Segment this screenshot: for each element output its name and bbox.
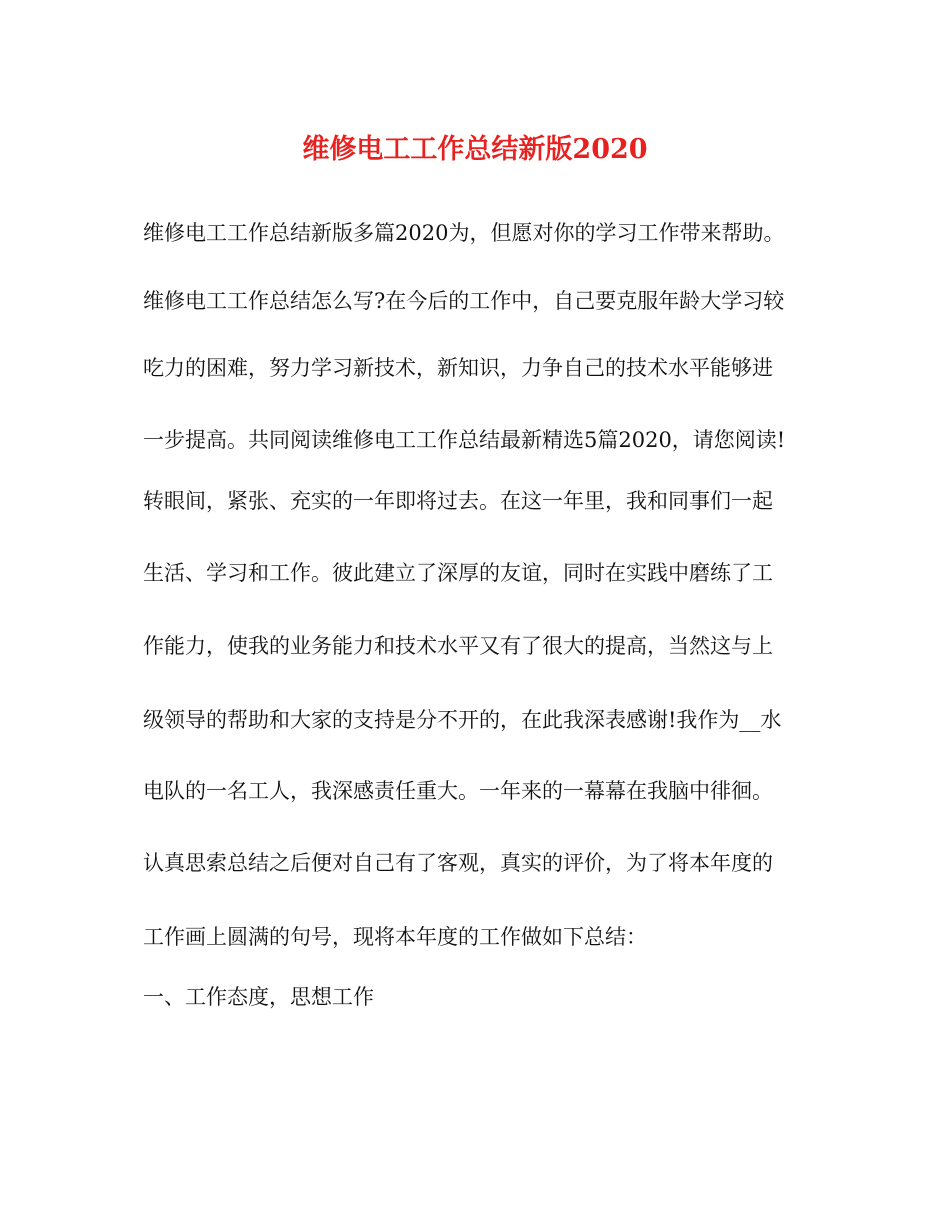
paragraph-line: 生活、学习和工作。彼此建立了深厚的友谊，同时在实践中磨练了工 bbox=[143, 561, 773, 585]
paragraph-line: 工作画上圆满的句号，现将本年度的工作做如下总结： bbox=[143, 925, 647, 949]
paragraph-line: 级领导的帮助和大家的支持是分不开的，在此我深表感谢!我作为__水 bbox=[143, 708, 782, 732]
paragraph-line: 维修电工工作总结怎么写?在今后的工作中，自己要克服年龄大学习较 bbox=[143, 289, 785, 313]
document-title: 维修电工工作总结新版2020 bbox=[302, 134, 648, 165]
paragraph-line: 转眼间，紧张、充实的一年即将过去。在这一年里，我和同事们一起 bbox=[143, 489, 773, 513]
paragraph-line: 作能力，使我的业务能力和技术水平又有了很大的提高，当然这与上 bbox=[143, 634, 773, 658]
paragraph-line: 电队的一名工人，我深感责任重大。一年来的一幕幕在我脑中徘徊。 bbox=[143, 779, 773, 803]
paragraph-line: 吃力的困难，努力学习新技术，新知识，力争自己的技术水平能够进 bbox=[143, 356, 773, 380]
paragraph-line: 维修电工工作总结新版多篇2020为，但愿对你的学习工作带来帮助。 bbox=[143, 221, 785, 245]
paragraph-line: 一步提高。共同阅读维修电工工作总结最新精选5篇2020，请您阅读! bbox=[143, 428, 786, 452]
section-heading: 一、工作态度，思想工作 bbox=[143, 985, 374, 1009]
paragraph-line: 认真思索总结之后便对自己有了客观，真实的评价，为了将本年度的 bbox=[143, 851, 773, 875]
